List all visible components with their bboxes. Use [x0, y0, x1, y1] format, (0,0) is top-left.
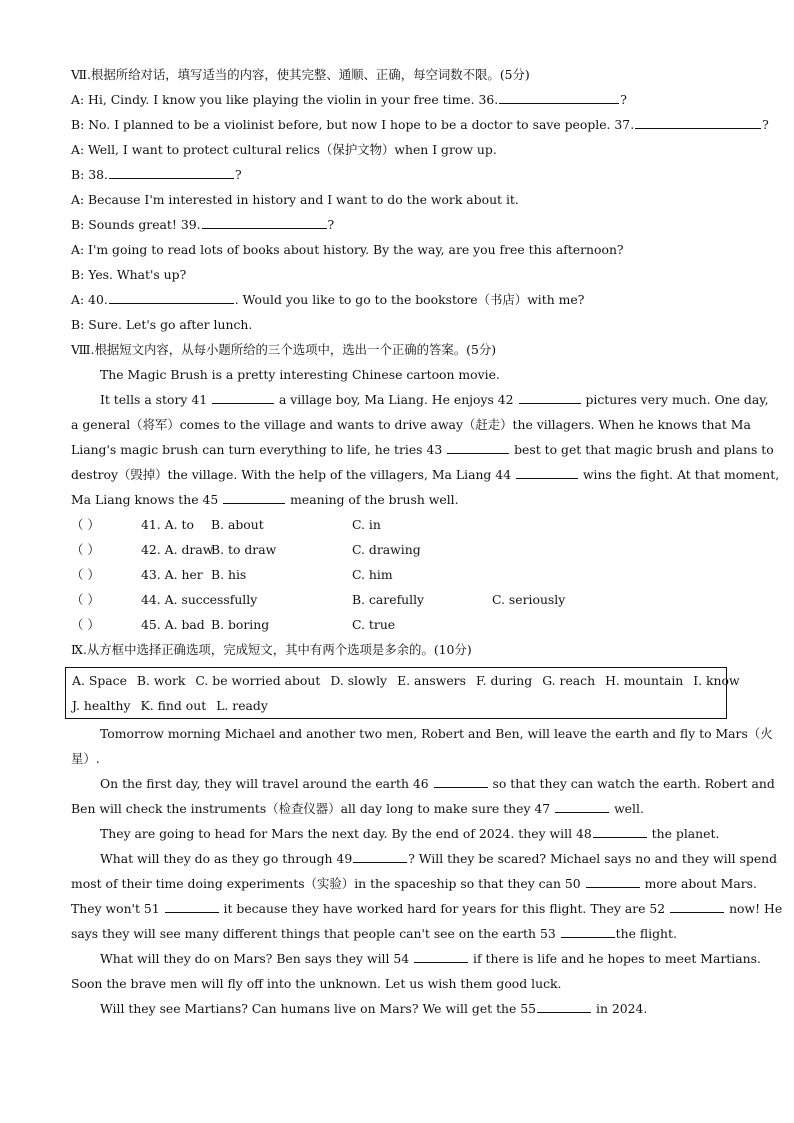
question-row-44	[71, 587, 731, 612]
dialogue-text: ?	[620, 92, 627, 107]
answer-parentheses[interactable]: （ ）	[71, 517, 100, 532]
passage-line	[71, 796, 731, 821]
passage-text: it because they have worked hard for years for this flight. They are 52	[219, 901, 670, 916]
dialogue-line	[71, 312, 731, 337]
dialogue-text: A: Because I'm interested in history and I want to do the work about it.	[71, 192, 519, 207]
passage-text: if there is life and he hopes to meet Martians.	[469, 951, 761, 966]
option-b: B. boring	[211, 617, 270, 632]
dialogue-text: A: 40.	[71, 292, 108, 307]
option-c: C. true	[352, 617, 396, 632]
dialogue-text: A: Hi, Cindy. I know you like playing the violin in your free time. 36.	[71, 92, 499, 107]
passage-text: pictures very much. One day,	[581, 392, 769, 407]
option-c: C. him	[352, 567, 393, 582]
answer-blank-54[interactable]	[414, 948, 468, 963]
answer-blank-53[interactable]	[561, 923, 615, 938]
dialogue-line-38	[71, 162, 731, 187]
word-option: L. ready	[216, 698, 268, 713]
passage-text: Will they see Martians? Can humans live on Mars? We will get the 55	[100, 1001, 537, 1016]
answer-blank-50[interactable]	[586, 873, 640, 888]
passage-line	[71, 387, 769, 412]
passage-text: destroy（毁掉）the village. With the help of the villagers, Ma Liang 44	[71, 467, 516, 482]
dialogue-line	[71, 137, 731, 162]
passage-text: wins the fight. At that moment,	[579, 467, 780, 482]
dialogue-line	[71, 262, 731, 287]
question-row-43	[71, 562, 731, 587]
option-a: 42. A. draw	[141, 542, 214, 557]
answer-blank-44[interactable]	[516, 464, 578, 479]
passage-text: On the first day, they will travel around the earth 46	[100, 776, 433, 791]
section7-heading: Ⅶ.根据所给对话，填写适当的内容，使其完整、通顺、正确，每空词数不限。(5分)	[71, 67, 530, 82]
dialogue-text: A: Well, I want to protect cultural relics（保护文物）when I grow up.	[71, 142, 497, 157]
passage-line: The Magic Brush is a pretty interesting Chinese cartoon movie.	[100, 367, 500, 382]
option-c: C. in	[352, 517, 381, 532]
dialogue-text: B: Yes. What's up?	[71, 267, 187, 282]
passage-line	[71, 846, 778, 871]
word-option: B. work	[136, 673, 186, 688]
answer-parentheses[interactable]: （ ）	[71, 617, 100, 632]
option-c: C. seriously	[492, 592, 566, 607]
passage-text: meaning of the brush well.	[286, 492, 459, 507]
answer-blank-49[interactable]	[353, 848, 407, 863]
word-option: K. find out	[140, 698, 207, 713]
answer-parentheses[interactable]: （ ）	[71, 567, 100, 582]
passage-text: Ma Liang knows the 45	[71, 492, 223, 507]
passage-line	[71, 871, 757, 896]
dialogue-text: A: I'm going to read lots of books about history. By the way, are you free this afternoon?	[71, 242, 624, 257]
question-row-41	[71, 512, 731, 537]
word-option: D. slowly	[330, 673, 388, 688]
word-bank-box	[65, 667, 740, 719]
option-a: 43. A. her	[141, 567, 203, 582]
passage-line	[71, 746, 731, 771]
option-a: 44. A. successfully	[141, 592, 258, 607]
passage-line	[71, 971, 731, 996]
dialogue-line-37	[71, 112, 769, 137]
worksheet-page	[71, 62, 783, 1021]
passage-text: more about Mars.	[640, 876, 757, 891]
passage-text: It tells a story 41	[100, 392, 212, 407]
passage-text: so that they can watch the earth. Robert and	[488, 776, 775, 791]
option-b: B. carefully	[352, 592, 425, 607]
passage-line	[71, 412, 751, 437]
dialogue-line-39	[71, 212, 731, 237]
word-option: F. during	[475, 673, 533, 688]
word-bank-row	[72, 693, 726, 718]
dialogue-text: B: No. I planned to be a violinist before, but now I hope to be a doctor to save people. 37.	[71, 117, 635, 132]
answer-blank-51[interactable]	[165, 898, 219, 913]
section8-heading: Ⅷ.根据短文内容，从每小题所给的三个选项中，选出一个正确的答案。(5分)	[71, 342, 497, 357]
passage-text: most of their time doing experiments（实验）in the spaceship so that they can 50	[71, 876, 585, 891]
passage-line	[71, 462, 780, 487]
dialogue-line-40	[71, 287, 731, 312]
answer-blank-47[interactable]	[555, 798, 609, 813]
passage-text: best to get that magic brush and plans to	[510, 442, 774, 457]
answer-blank-36[interactable]	[499, 89, 619, 104]
passage-text: They won't 51	[71, 901, 164, 916]
option-c: C. drawing	[352, 542, 421, 557]
answer-blank-38[interactable]	[109, 164, 234, 179]
passage-text: Tomorrow morning Michael and another two men, Robert and Ben, will leave the earth and fly to Mars（火	[100, 726, 773, 741]
dialogue-line	[71, 237, 731, 262]
option-b: B. his	[211, 567, 247, 582]
passage-text: now! He	[725, 901, 783, 916]
passage-line	[71, 771, 775, 796]
passage-text: a village boy, Ma Liang. He enjoys 42	[275, 392, 518, 407]
answer-blank-42[interactable]	[519, 389, 581, 404]
passage-text: What will they do as they go through 49	[100, 851, 353, 866]
word-option: J. healthy	[72, 698, 131, 713]
dialogue-line-36	[71, 87, 731, 112]
passage-text: They are going to head for Mars the next day. By the end of 2024. they will 48	[100, 826, 592, 841]
passage-text: the planet.	[647, 826, 720, 841]
passage-text: ? Will they be scared? Michael says no and they will spend	[408, 851, 778, 866]
option-a: 41. A. to	[141, 517, 194, 532]
answer-blank-52[interactable]	[670, 898, 724, 913]
option-b: B. to draw	[211, 542, 277, 557]
word-option: A. Space	[72, 673, 127, 688]
dialogue-text: . Would you like to go to the bookstore（书店）with me?	[234, 292, 585, 307]
passage-text: Liang's magic brush can turn everything to life, he tries 43	[71, 442, 447, 457]
answer-blank-55[interactable]	[537, 998, 591, 1013]
passage-text: the flight.	[615, 926, 677, 941]
word-option: G. reach	[542, 673, 596, 688]
answer-blank-43[interactable]	[447, 439, 509, 454]
word-option: H. mountain	[605, 673, 684, 688]
passage-line	[71, 896, 783, 921]
passage-text: in 2024.	[592, 1001, 648, 1016]
dialogue-text: B: Sounds great! 39.	[71, 217, 201, 232]
passage-line	[71, 996, 731, 1021]
passage-text: Ben will check the instruments（检查仪器）all day long to make sure they 47	[71, 801, 555, 816]
passage-line	[71, 821, 731, 846]
passage-text: 星）.	[71, 751, 100, 766]
passage-text: well.	[610, 801, 644, 816]
dialogue-text: B: Sure. Let's go after lunch.	[71, 317, 253, 332]
answer-blank-37[interactable]	[635, 114, 761, 129]
passage-text: Soon the brave men will fly off into the unknown. Let us wish them good luck.	[71, 976, 562, 991]
passage-line	[71, 721, 773, 746]
dialogue-text: ?	[327, 217, 335, 232]
passage-text: says they will see many different things that people can't see on the earth 53	[71, 926, 560, 941]
dialogue-text: ?	[234, 167, 242, 182]
answer-blank-48[interactable]	[593, 823, 647, 838]
passage-line	[71, 946, 761, 971]
passage-line	[71, 437, 774, 462]
section9-heading: Ⅸ.从方框中选择正确选项，完成短文，其中有两个选项是多余的。(10分)	[71, 642, 472, 657]
dialogue-line	[71, 187, 731, 212]
dialogue-text: B: 38.	[71, 167, 108, 182]
answer-parentheses[interactable]: （ ）	[71, 542, 100, 557]
option-a: 45. A. bad	[141, 617, 205, 632]
passage-text: What will they do on Mars? Ben says they will 54	[100, 951, 414, 966]
answer-blank-40[interactable]	[109, 289, 234, 304]
passage-line	[71, 487, 731, 512]
passage-text: a general（将军）comes to the village and wants to drive away（赶走）the villagers. When he knows that Ma	[71, 417, 751, 432]
word-option: C. be worried about	[195, 673, 321, 688]
word-option: I. know	[693, 673, 740, 688]
passage-line	[71, 921, 731, 946]
answer-blank-45[interactable]	[223, 489, 285, 504]
answer-blank-41[interactable]	[212, 389, 274, 404]
dialogue-text: ?	[762, 117, 769, 132]
answer-blank-39[interactable]	[202, 214, 327, 229]
question-row-45	[71, 612, 731, 637]
answer-parentheses[interactable]: （ ）	[71, 592, 100, 607]
answer-blank-46[interactable]	[434, 773, 488, 788]
word-bank-row	[72, 668, 740, 693]
word-option: E. answers	[397, 673, 466, 688]
option-b: B. about	[211, 517, 264, 532]
question-row-42	[71, 537, 731, 562]
